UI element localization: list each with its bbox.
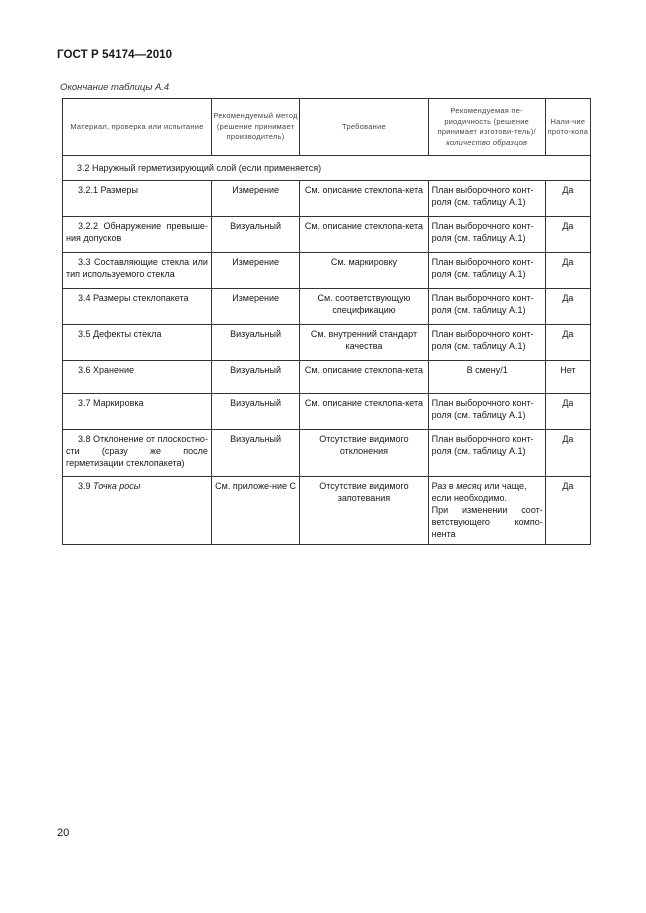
period-text-3c: нента <box>431 529 456 539</box>
row-method: Визуальный <box>211 217 299 253</box>
col-material-header <box>63 99 212 156</box>
col-requirement-header <box>300 99 428 156</box>
row-method: Измерение <box>211 253 299 289</box>
row-period: План выборочного конт-роля (см. таблицу А.1) <box>428 289 545 325</box>
row-requirement: См. описание стеклопа-кета <box>300 361 428 394</box>
row-name: 3.4 Размеры стеклопакета <box>63 289 212 325</box>
col-availability-header <box>545 99 590 156</box>
row-name: 3.5 Дефекты стекла <box>63 325 212 361</box>
row-availability: Нет <box>545 361 590 394</box>
period-text-2: или чаще, если необходимо. <box>431 481 527 503</box>
row-requirement: См. описание стеклопа-кета <box>300 217 428 253</box>
row-method: Визуальный <box>211 394 299 430</box>
table-caption: Окончание таблицы А.4 <box>60 82 170 93</box>
row-name: 3.7 Маркировка <box>63 394 212 430</box>
row-number: 3.9 <box>78 481 91 491</box>
row-availability: Да <box>545 289 590 325</box>
row-name: 3.2.1 Размеры <box>63 181 212 217</box>
row-availability: Да <box>545 394 590 430</box>
col-periodicity-header <box>428 99 545 156</box>
row-requirement: См. описание стеклопа-кета <box>300 181 428 217</box>
row-method: Измерение <box>211 289 299 325</box>
table-row <box>63 394 591 430</box>
row-method: Визуальный <box>211 325 299 361</box>
table-row <box>63 361 591 394</box>
row-availability: Да <box>545 430 590 477</box>
col-availability-label: Нали-чие прото-кола <box>547 116 589 136</box>
col-method-label: Рекомендуемый метод (решение принимает производитель) <box>213 111 298 142</box>
row-availability: Да <box>545 325 590 361</box>
section-title: 3.2 Наружный герметизирующий слой (если применяется) <box>63 156 591 181</box>
period-text-3a: При изменении соот- <box>431 505 543 515</box>
row-availability: Да <box>545 181 590 217</box>
page-number: 20 <box>57 827 70 839</box>
row-name: 3.6 Хранение <box>63 361 212 394</box>
table-row <box>63 430 591 477</box>
table-row <box>63 181 591 217</box>
row-name: 3.8 Отклонение от плоскостно-сти (сразу же после герметизации стеклопакета) <box>63 430 212 477</box>
row-period <box>428 477 545 545</box>
table-row <box>63 253 591 289</box>
row-name: 3.2.2 Обнаружение превыше-ния допусков <box>63 217 212 253</box>
row-period: План выборочного конт-роля (см. таблицу А.1) <box>428 253 545 289</box>
col-material-label: Материал, проверка или испытание <box>70 121 204 131</box>
row-period: План выборочного конт-роля (см. таблицу А.1) <box>428 394 545 430</box>
row-name-italic: Точка росы <box>93 481 141 491</box>
section-row <box>63 156 591 181</box>
row-period: План выборочного конт-роля (см. таблицу А.1) <box>428 217 545 253</box>
row-name: 3.3 Составляющие стекла или тип используемого стекла <box>63 253 212 289</box>
row-period: План выборочного конт-роля (см. таблицу А.1) <box>428 430 545 477</box>
table-header-row <box>63 99 591 156</box>
row-method: Измерение <box>211 181 299 217</box>
period-text-3b: ветствующего компо- <box>431 517 543 527</box>
row-availability: Да <box>545 217 590 253</box>
row-period: В смену/1 <box>428 361 545 394</box>
row-period: План выборочного конт-роля (см. таблицу А.1) <box>428 181 545 217</box>
row-method: См. приложе-ние С <box>211 477 299 545</box>
table-a4 <box>62 98 591 545</box>
period-text-italic: месяц <box>456 481 482 491</box>
col-requirement-label: Требование <box>342 121 386 131</box>
period-text-1: Раз в <box>431 481 454 491</box>
row-availability: Да <box>545 477 590 545</box>
table-row <box>63 217 591 253</box>
row-requirement: См. маркировку <box>300 253 428 289</box>
row-requirement: Отсутствие видимого запотевания <box>300 477 428 545</box>
col-periodicity-italic-label: количество образцов <box>446 137 528 147</box>
row-requirement: Отсутствие видимого отклонения <box>300 430 428 477</box>
row-method: Визуальный <box>211 430 299 477</box>
row-requirement: См. соответствующую спецификацию <box>300 289 428 325</box>
row-method: Визуальный <box>211 361 299 394</box>
col-method-header <box>211 99 299 156</box>
table-row <box>63 477 591 545</box>
document-code: ГОСТ Р 54174—2010 <box>57 49 173 61</box>
row-period: План выборочного конт-роля (см. таблицу А.1) <box>428 325 545 361</box>
row-requirement: См. внутренний стандарт качества <box>300 325 428 361</box>
row-availability: Да <box>545 253 590 289</box>
table-row <box>63 325 591 361</box>
table-row <box>63 289 591 325</box>
col-periodicity-label: Рекомендуемая пе-риодичность (решение принимает изготови-тель)/ <box>437 106 536 136</box>
row-name <box>63 477 212 545</box>
row-requirement: См. описание стеклопа-кета <box>300 394 428 430</box>
